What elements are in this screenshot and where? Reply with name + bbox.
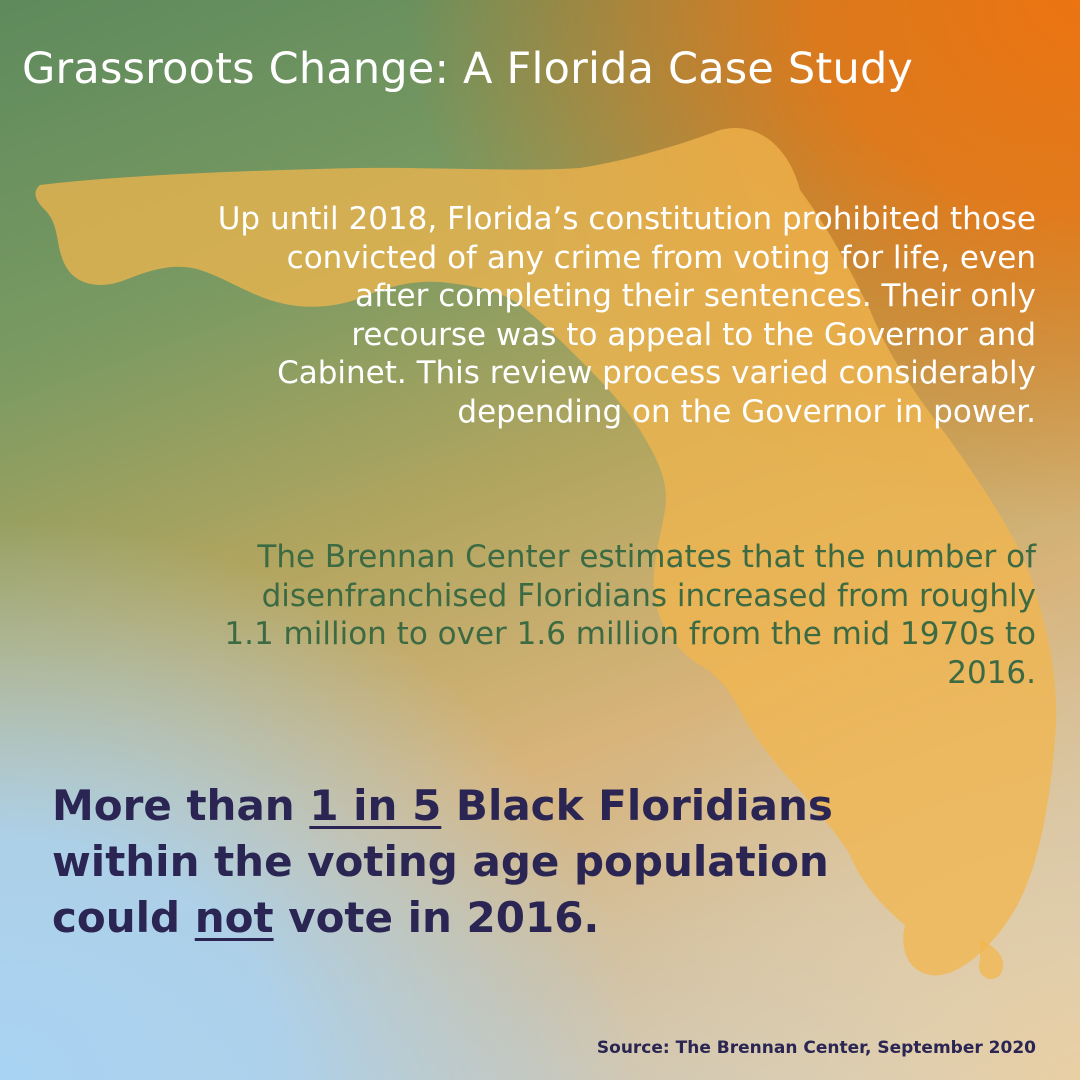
stat-text-1: More than bbox=[52, 781, 310, 830]
page-title: Grassroots Change: A Florida Case Study bbox=[22, 44, 914, 94]
stat-highlight-not: not bbox=[194, 893, 274, 942]
intro-paragraph: Up until 2018, Florida’s constitution prohibited those convicted of any crime from voting for life, even after completing their sentences. Their only recourse was to appeal to the Governor and Cabinet. This review process varied considerably depending on the Governor in power. bbox=[217, 201, 1036, 430]
source-citation: Source: The Brennan Center, September 2020 bbox=[596, 1038, 1036, 1058]
stat-text-2: Black Floridians within the voting age population could bbox=[52, 781, 833, 942]
brennan-estimate-paragraph: The Brennan Center estimates that the number of disenfranchised Floridians increased from roughly 1.1 million to over 1.6 million from the mid 1970s to 2016. bbox=[224, 539, 1036, 691]
stat-text-3: vote in 2016. bbox=[273, 893, 600, 942]
key-statistic bbox=[52, 778, 952, 946]
stat-highlight-ratio: 1 in 5 bbox=[309, 781, 442, 830]
